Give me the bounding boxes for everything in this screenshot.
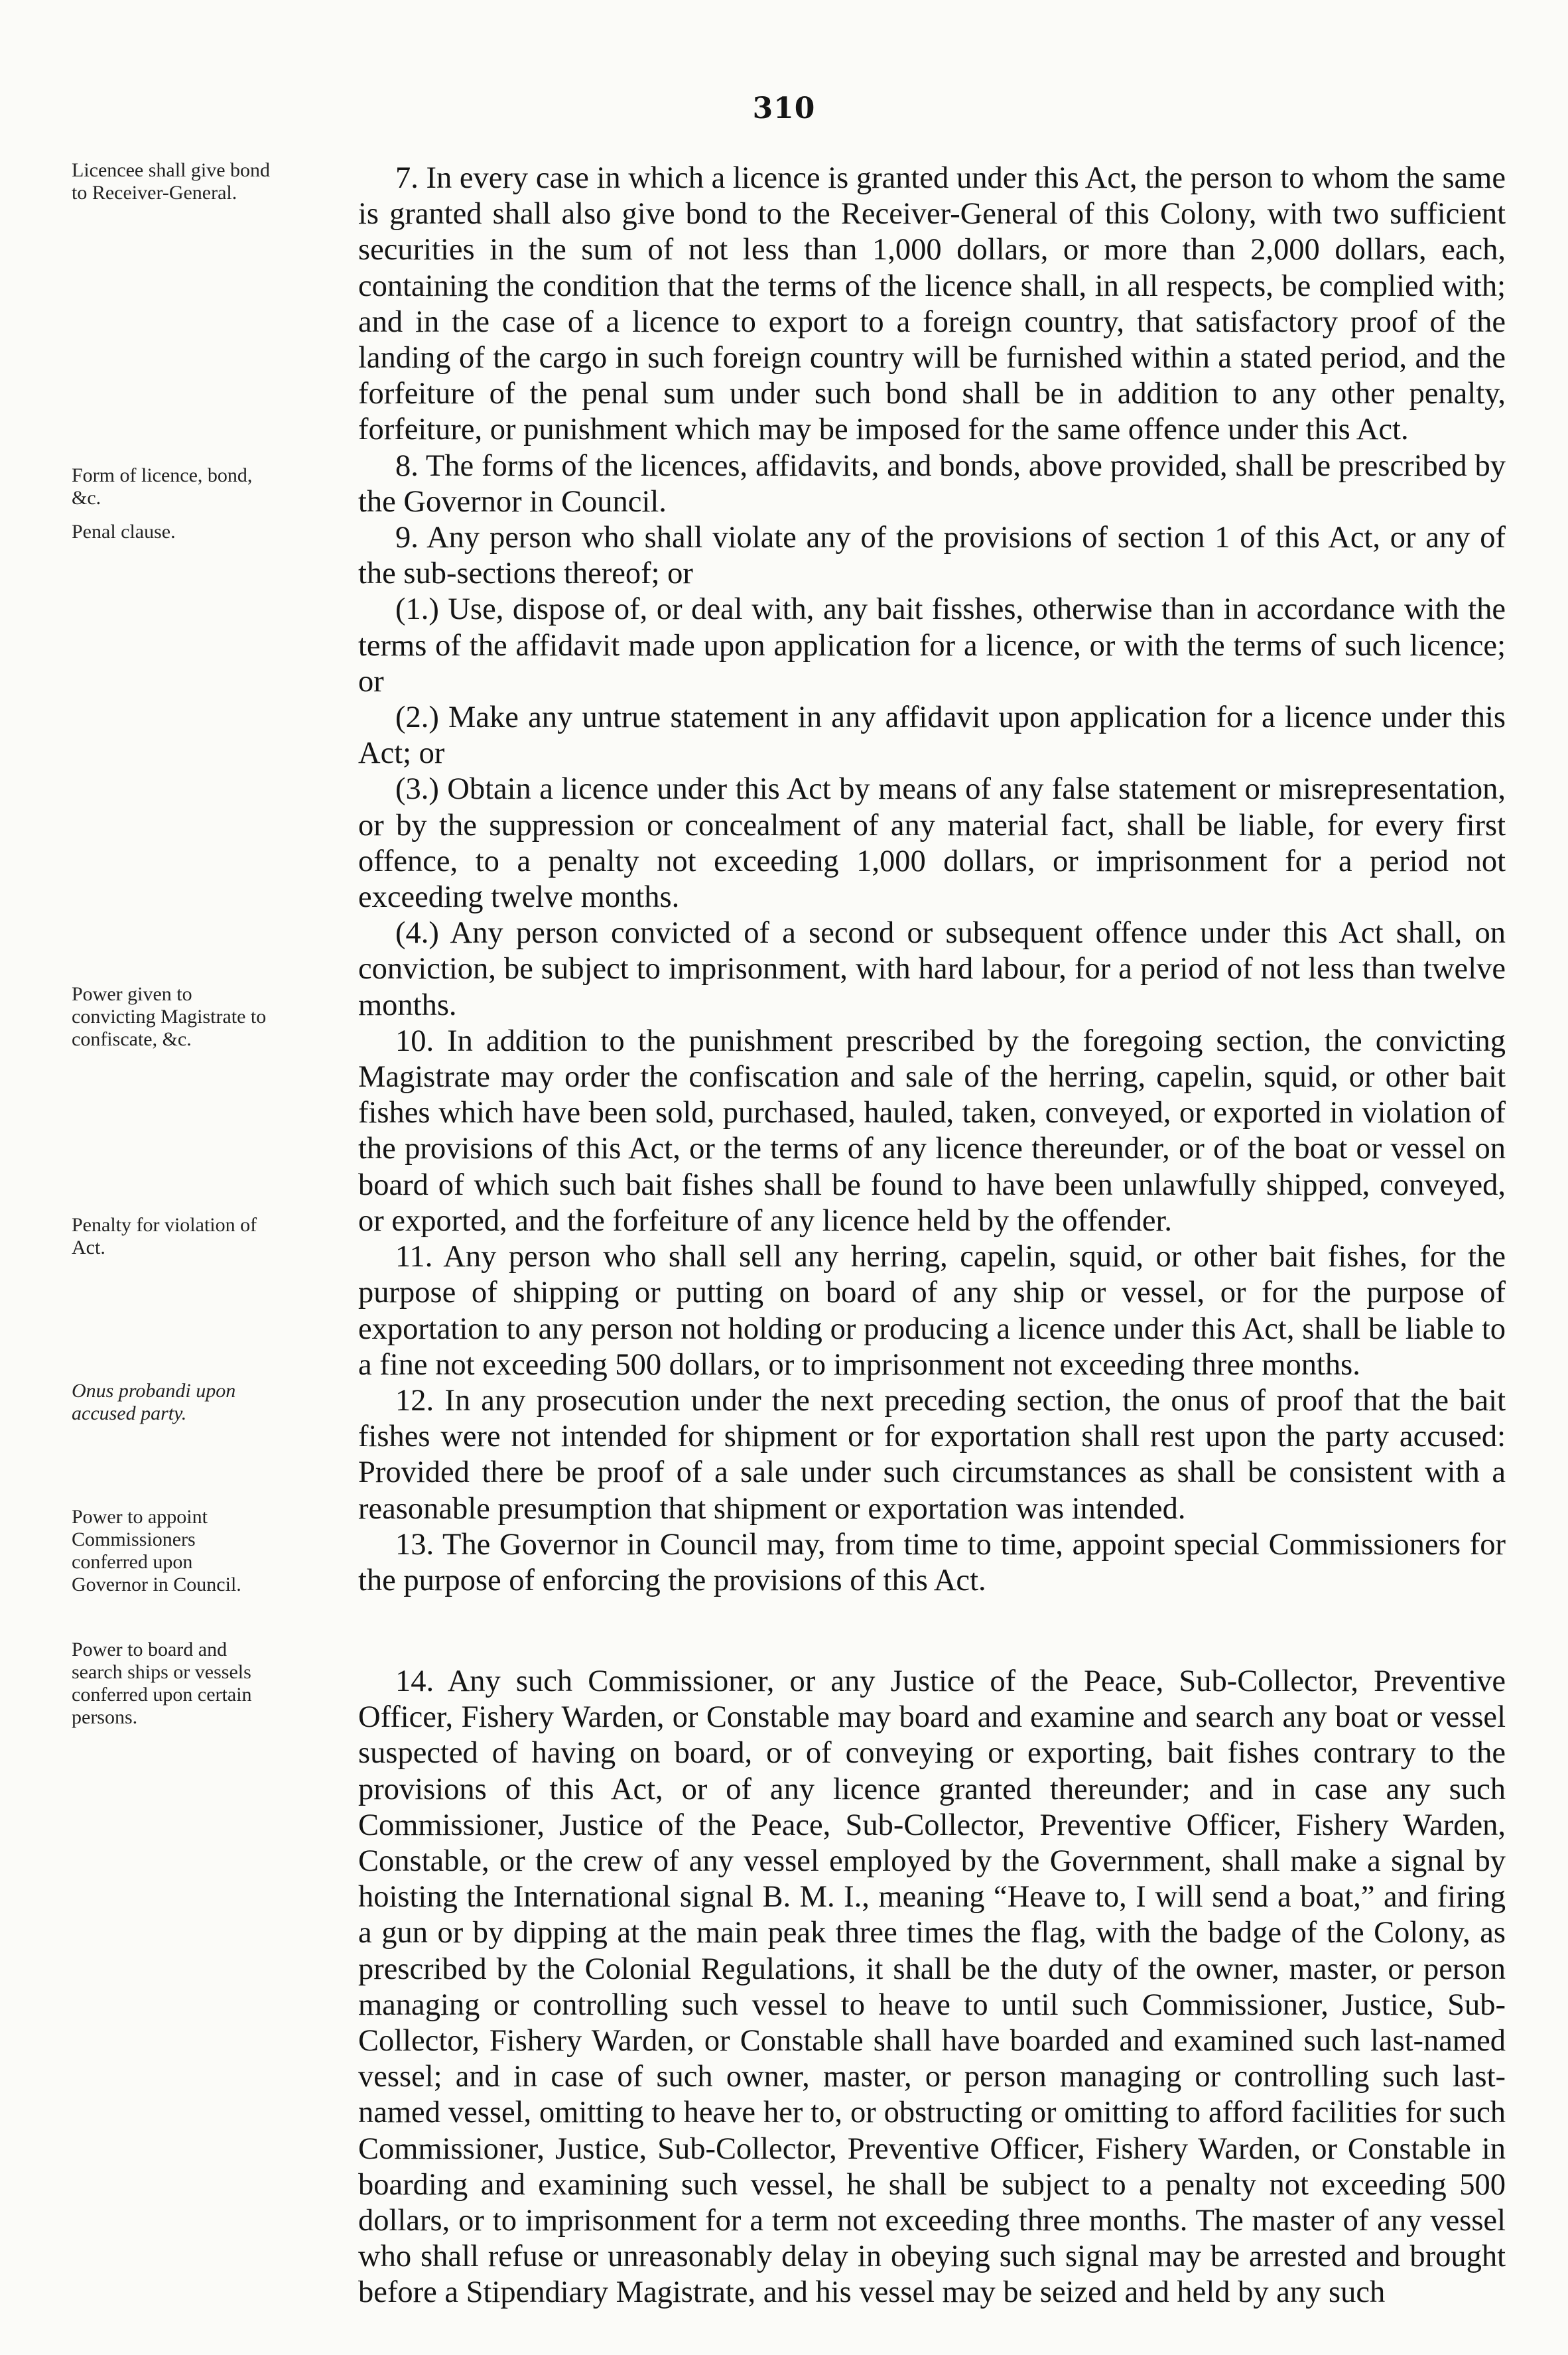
- section-9-1: (1.) Use, dispose of, or deal with, any bait fisshes, otherwise than in accordance with the terms of the affidavit made upon application for a licence, or with the terms of such licence; or: [358, 592, 1506, 699]
- margin-note-forms: Form of licence, bond, &c.: [72, 464, 253, 509]
- section-12: 12. In any prosecution under the next preceding section, the onus of proof that the bait fishes were not intended for shipment or for exportation shall rest upon the party accused: Provided there be proof of a sale under such circumstances as shall be consistent with a reasonable presumption that shipment or exportation was intended.: [358, 1383, 1506, 1526]
- margin-note-onus: Onus probandi upon accused party.: [72, 1380, 236, 1424]
- margin-note-penal-clause: Penal clause.: [72, 521, 176, 543]
- section-9: 9. Any person who shall violate any of the provisions of section 1 of this Act, or any of the sub-sections thereof; or: [358, 521, 1506, 591]
- section-11: 11. Any person who shall sell any herring, capelin, squid, or other bait fishes, for the purpose of shipping or putting on board of any ship or vessel, or for the purpose of exportation to any person not holding or producing a licence under this Act, shall be liable to a fine not exceeding 500 dollars, or to imprisonment not exceeding three months.: [358, 1240, 1506, 1382]
- margin-note-commissioners: Power to appoint Commissioners conferred upon Governor in Council.: [72, 1506, 241, 1595]
- section-8: 8. The forms of the licences, affidavits, and bonds, above provided, shall be prescribed by the Governor in Council.: [358, 448, 1506, 519]
- section-13: 13. The Governor in Council may, from time to time, appoint special Commissioners for the purpose of enforcing the provisions of this Act.: [358, 1527, 1506, 1597]
- section-7: 7. In every case in which a licence is granted under this Act, the person to whom the same is granted shall also give bond to the Receiver-General of this Colony, with two sufficient securities in the sum of not less than 1,000 dollars, or more than 2,000 dollars, each, containing the condition that the terms of the licence shall, in all respects, be complied with; and in the case of a licence to export to a foreign country, that satisfactory proof of the landing of the cargo in such foreign country will be furnished within a stated period, and the forfeiture of the penal sum under such bond shall be in addition to any other penalty, forfeiture, or punishment which may be imposed for the same offence under this Act.: [358, 161, 1506, 447]
- section-14-block: [358, 1664, 1506, 2311]
- margin-note-penalty: Penalty for violation of Act.: [72, 1214, 257, 1258]
- section-14: 14. Any such Commissioner, or any Justice of the Peace, Sub-Collector, Preventive Officer, Fishery Warden, or Constable may board and examine and search any boat or vessel suspected of having on board, or of conveying or exporting, bait fishes contrary to the provisions of this Act, or of any licence granted thereunder; and in case any such Commissioner, Justice of the Peace, Sub-Collector, Preventive Officer, Fishery Warden, Constable, or the crew of any vessel employed by the Government, shall make a signal by hoisting the International signal B. M. I., meaning “Heave to, I will send a boat,” and firing a gun or by dipping at the main peak three times the flag, with the badge of the Colony, as prescribed by the Colonial Regulations, it shall be the duty of the owner, master, or person managing or controlling such vessel to heave to until such Commissioner, Justice, Sub-Collector, Fishery Warden, or Constable shall have boarded and examined such last-named vessel; and in case of such owner, master, or person managing or controlling such last-named vessel, omitting to heave her to, or obstructing or omitting to afford facilities for such Commissioner, Justice, Sub-Collector, Preventive Officer, Fishery Warden, or Constable in boarding and examining such vessel, he shall be subject to a penalty not exceeding 500 dollars, or to imprisonment for a term not exceeding three months. The master of any vessel who shall refuse or unreasonably delay in obeying such signal may be arrested and brought before a Stipendiary Magistrate, and his vessel may be seized and held by any such: [358, 1664, 1506, 2310]
- section-9-4: (4.) Any person convicted of a second or subsequent offence under this Act shall, on conviction, be subject to imprisonment, with hard labour, for a period of not less than twelve months.: [358, 916, 1506, 1022]
- section-10: 10. In addition to the punishment prescribed by the foregoing section, the convicting Magistrate may order the confiscation and sale of the herring, capelin, squid, or other bait fishes which have been sold, purchased, hauled, taken, conveyed, or exported in violation of the provisions of this Act, or the terms of any licence thereunder, or of the boat or vessel on board of which such bait fishes shall be found to have been unlawfully shipped, conveyed, or exported, and the forfeiture of any licence held by the offender.: [358, 1024, 1506, 1238]
- section-9-2: (2.) Make any untrue statement in any affidavit upon application for a licence under this Act; or: [358, 701, 1506, 771]
- section-9-3: (3.) Obtain a licence under this Act by means of any false statement or misrepresentation, or by the suppression or concealment of any material fact, shall be liable, for every first offence, to a penalty not exceeding 1,000 dollars, or imprisonment for a period not exceeding twelve months.: [358, 772, 1506, 915]
- section-7-block: [358, 161, 1506, 1599]
- margin-note-board-search: Power to board and search ships or vessels conferred upon certain persons.: [72, 1639, 252, 1728]
- margin-note-confiscation: Power given to convicting Magistrate to confiscate, &c.: [72, 983, 267, 1050]
- page-number: 310: [752, 92, 816, 125]
- margin-note-bond: Licencee shall give bond to Receiver-General.: [72, 159, 271, 204]
